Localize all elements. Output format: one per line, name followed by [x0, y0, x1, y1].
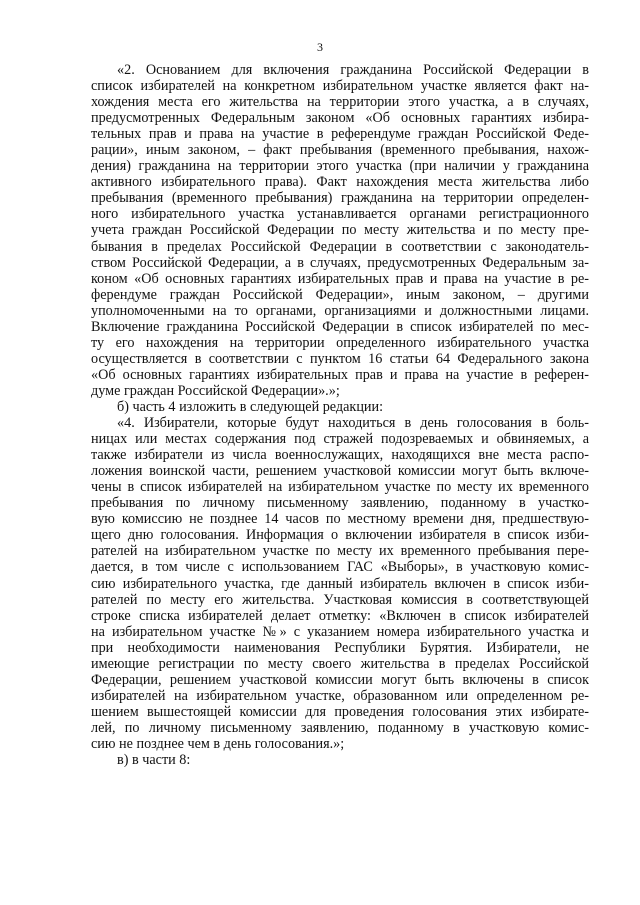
paragraph-line: вую комиссию не позднее 14 часов по местному времени дня, предшествую-	[91, 511, 589, 528]
document-body	[91, 62, 589, 768]
paragraph-line: учета граждан Российской Федерации по месту жительства и по месту пре-	[91, 222, 589, 239]
paragraph-line: думе граждан Российской Федерации».»;	[91, 382, 340, 399]
paragraph-line: избирателей на избирательном участке, образованном или определенном ре-	[91, 687, 589, 704]
paragraph-line: Федерации, решением участковой комиссии могут быть включены в список	[91, 671, 589, 688]
paragraph-line: Включение гражданина Российской Федерации в список избирателей по мес-	[91, 318, 589, 335]
paragraph-line: ту его нахождения на территории определенного избирательного участка	[91, 334, 589, 351]
paragraph-line: также избиратели из числа военнослужащих, находящихся вне места распо-	[91, 447, 589, 464]
paragraph-line: «Об основных гарантиях избирательных прав и права на участие в референ-	[91, 366, 589, 383]
paragraph-line: пребывания по личному письменному заявлению, поданному в участко-	[91, 495, 589, 512]
paragraph-line: щего дню голосования. Информация о включении избирателя в список изби-	[91, 527, 589, 544]
paragraph-line: строке списка избирателей делает отметку: «Включен в список избирателей	[91, 607, 589, 624]
paragraph-line: сию не позднее чем в день голосования.»;	[91, 735, 345, 752]
paragraph-line: на избирательном участке №» с указанием номера избирательного участка и	[91, 623, 589, 640]
paragraph-line: список избирателей на конкретном избирательном участке является факт на-	[91, 78, 589, 95]
paragraph-line: б) часть 4 изложить в следующей редакции:	[117, 398, 384, 415]
paragraph-line: «4. Избиратели, которые будут находиться в день голосования в боль-	[117, 415, 589, 432]
paragraph-line: рателей по месту его жительства. Участковая комиссия в соответствующей	[91, 591, 589, 608]
page-number: 3	[317, 40, 323, 54]
paragraph-line: шением вышестоящей комиссии для проведения голосования этих избирате-	[91, 703, 589, 720]
paragraph-line: в) в части 8:	[117, 752, 191, 769]
paragraph-line: лей, по личному письменному заявлению, поданному в участковую комис-	[91, 719, 589, 736]
paragraph-line: дается, в том числе с использованием ГАС «Выборы», в участковую комис-	[91, 559, 589, 576]
paragraph-line: осуществляется в соответствии с пунктом 16 статьи 64 Федерального закона	[91, 350, 589, 367]
paragraph-line: ницах или местах содержания под стражей подозреваемых и обвиняемых, а	[91, 431, 589, 448]
paragraph-line: хождения места его жительства на территории этого участка, а в случаях,	[91, 94, 589, 111]
paragraph-line: ством Российской Федерации, а в случаях, предусмотренных Федеральным за-	[91, 254, 589, 271]
paragraph-line: чены в список избирателей на избирательном участке по месту их временного	[91, 479, 589, 496]
paragraph-line: имеющие регистрации по месту своего жительства в пределах Российской	[91, 655, 589, 672]
paragraph-line: ферендуме граждан Российской Федерации», иным законом, – другими	[91, 286, 589, 303]
paragraph-line: пребывания (временного пребывания) гражданина на территории определен-	[91, 190, 589, 207]
paragraph-line: рации», иным законом, – факт пребывания (временного пребывания, нахож-	[91, 142, 589, 159]
paragraph-line: «2. Основанием для включения гражданина Российской Федерации в	[117, 62, 589, 78]
paragraph-line: предусмотренных Федеральным законом «Об основных гарантиях избира-	[91, 110, 589, 127]
paragraph-line: ного избирательного участка устанавливается органами регистрационного	[91, 206, 589, 223]
paragraph-line: активного избирательного права). Факт нахождения места жительства либо	[91, 174, 589, 191]
paragraph-line: уполномоченными на то органами, организациями и должностными лицами.	[91, 302, 589, 319]
paragraph-line: рателей на избирательном участке по месту их временного пребывания пере-	[91, 543, 589, 560]
paragraph-line: коном «Об основных гарантиях избирательных прав и права на участие в ре-	[91, 270, 589, 287]
paragraph-line: при необходимости наименования Республики Бурятия. Избиратели, не	[91, 639, 589, 656]
paragraph-line: дения) гражданина на территории этого участка (при наличии у гражданина	[91, 158, 589, 175]
paragraph-line: бывания в пределах Российской Федерации в соответствии с законодатель-	[91, 238, 589, 255]
paragraph-line: ложения воинской части, решением участковой комиссии могут быть включе-	[91, 463, 589, 480]
paragraph-line: тельных прав и права на участие в референдуме граждан Российской Феде-	[91, 126, 589, 143]
paragraph-line: сию избирательного участка, где данный избиратель включен в список изби-	[91, 575, 589, 592]
